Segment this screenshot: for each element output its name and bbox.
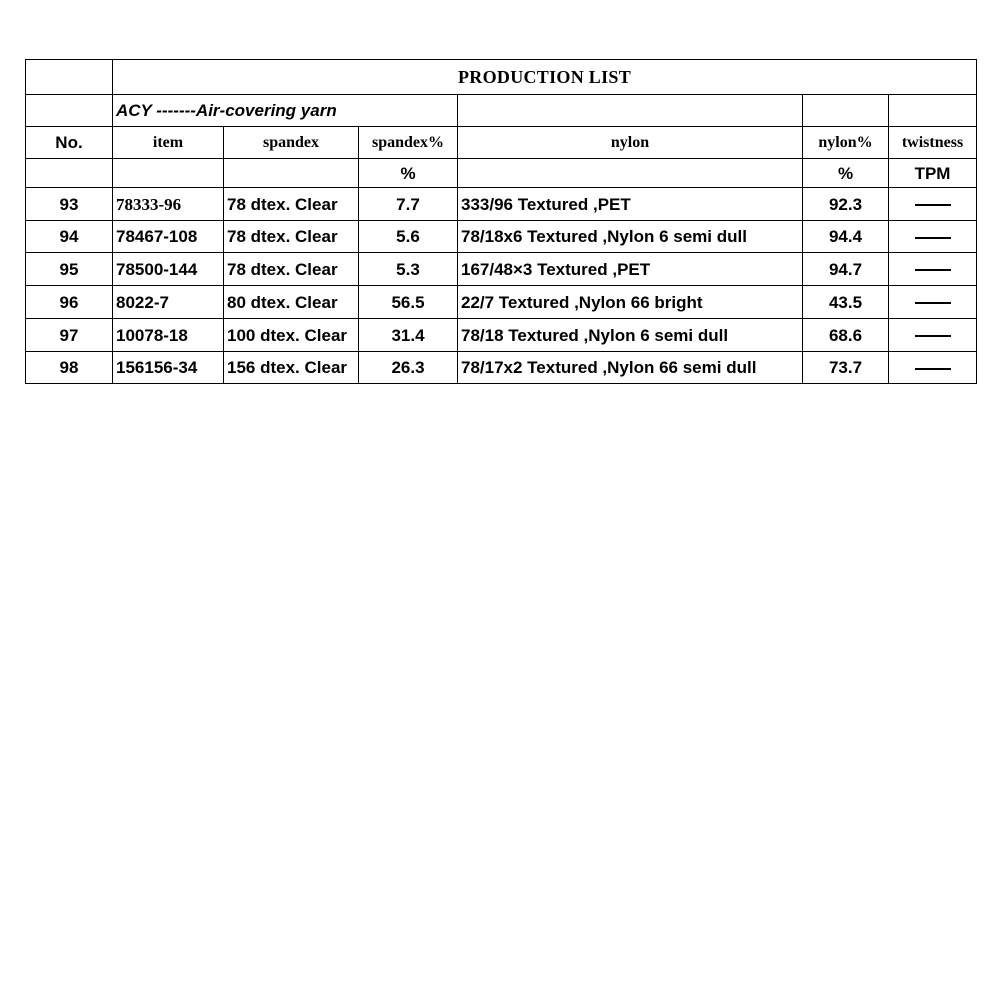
cell-spandex-percent: 5.3 xyxy=(359,253,458,286)
cell-spandex: 78 dtex. Clear xyxy=(224,188,359,221)
header-spandex-percent: spandex% xyxy=(359,127,458,159)
table-row xyxy=(26,188,977,221)
dash-icon xyxy=(915,269,951,271)
title-row xyxy=(26,60,977,95)
header-twistness: twistness xyxy=(889,127,977,159)
unit-spandex-percent: % xyxy=(359,159,458,188)
blank-cell xyxy=(26,159,113,188)
cell-nylon-percent: 73.7 xyxy=(803,352,889,384)
blank-cell xyxy=(458,159,803,188)
cell-item: 8022-7 xyxy=(113,286,224,319)
header-nylon-percent: nylon% xyxy=(803,127,889,159)
cell-nylon: 78/18 Textured ,Nylon 6 semi dull xyxy=(458,319,803,352)
blank-cell xyxy=(113,159,224,188)
header-item: item xyxy=(113,127,224,159)
cell-spandex: 78 dtex. Clear xyxy=(224,253,359,286)
cell-twistness xyxy=(889,286,977,319)
cell-item: 78333-96 xyxy=(113,188,224,221)
cell-nylon-percent: 94.4 xyxy=(803,221,889,253)
units-row xyxy=(26,159,977,188)
cell-item: 78500-144 xyxy=(113,253,224,286)
cell-spandex-percent: 56.5 xyxy=(359,286,458,319)
cell-nylon-percent: 43.5 xyxy=(803,286,889,319)
cell-spandex: 78 dtex. Clear xyxy=(224,221,359,253)
cell-twistness xyxy=(889,319,977,352)
table-title: PRODUCTION LIST xyxy=(113,60,977,95)
table-row xyxy=(26,253,977,286)
table-row xyxy=(26,352,977,384)
table-row xyxy=(26,221,977,253)
cell-item: 78467-108 xyxy=(113,221,224,253)
cell-no: 94 xyxy=(26,221,113,253)
header-spandex: spandex xyxy=(224,127,359,159)
blank-cell xyxy=(458,95,803,127)
header-nylon: nylon xyxy=(458,127,803,159)
table-row xyxy=(26,319,977,352)
cell-nylon: 333/96 Textured ,PET xyxy=(458,188,803,221)
table-row xyxy=(26,286,977,319)
blank-cell xyxy=(224,159,359,188)
cell-twistness xyxy=(889,188,977,221)
cell-twistness xyxy=(889,221,977,253)
unit-nylon-percent: % xyxy=(803,159,889,188)
production-list-table xyxy=(25,59,977,384)
cell-spandex-percent: 26.3 xyxy=(359,352,458,384)
cell-nylon-percent: 94.7 xyxy=(803,253,889,286)
cell-spandex: 80 dtex. Clear xyxy=(224,286,359,319)
cell-no: 93 xyxy=(26,188,113,221)
dash-icon xyxy=(915,368,951,370)
dash-icon xyxy=(915,204,951,206)
subtitle-row xyxy=(26,95,977,127)
cell-nylon-percent: 92.3 xyxy=(803,188,889,221)
blank-cell xyxy=(803,95,889,127)
cell-no: 98 xyxy=(26,352,113,384)
cell-nylon: 167/48×3 Textured ,PET xyxy=(458,253,803,286)
cell-nylon: 22/7 Textured ,Nylon 66 bright xyxy=(458,286,803,319)
cell-no: 95 xyxy=(26,253,113,286)
cell-item: 10078-18 xyxy=(113,319,224,352)
cell-spandex: 156 dtex. Clear xyxy=(224,352,359,384)
cell-spandex-percent: 7.7 xyxy=(359,188,458,221)
unit-twistness: TPM xyxy=(889,159,977,188)
cell-nylon: 78/17x2 Textured ,Nylon 66 semi dull xyxy=(458,352,803,384)
blank-cell xyxy=(26,60,113,95)
table-subtitle: ACY -------Air-covering yarn xyxy=(113,95,458,127)
cell-no: 97 xyxy=(26,319,113,352)
blank-cell xyxy=(26,95,113,127)
cell-twistness xyxy=(889,352,977,384)
dash-icon xyxy=(915,302,951,304)
dash-icon xyxy=(915,237,951,239)
cell-item: 156156-34 xyxy=(113,352,224,384)
blank-cell xyxy=(889,95,977,127)
header-row xyxy=(26,127,977,159)
cell-nylon-percent: 68.6 xyxy=(803,319,889,352)
header-no: No. xyxy=(26,127,113,159)
cell-spandex: 100 dtex. Clear xyxy=(224,319,359,352)
cell-spandex-percent: 5.6 xyxy=(359,221,458,253)
cell-nylon: 78/18x6 Textured ,Nylon 6 semi dull xyxy=(458,221,803,253)
cell-no: 96 xyxy=(26,286,113,319)
cell-spandex-percent: 31.4 xyxy=(359,319,458,352)
dash-icon xyxy=(915,335,951,337)
cell-twistness xyxy=(889,253,977,286)
